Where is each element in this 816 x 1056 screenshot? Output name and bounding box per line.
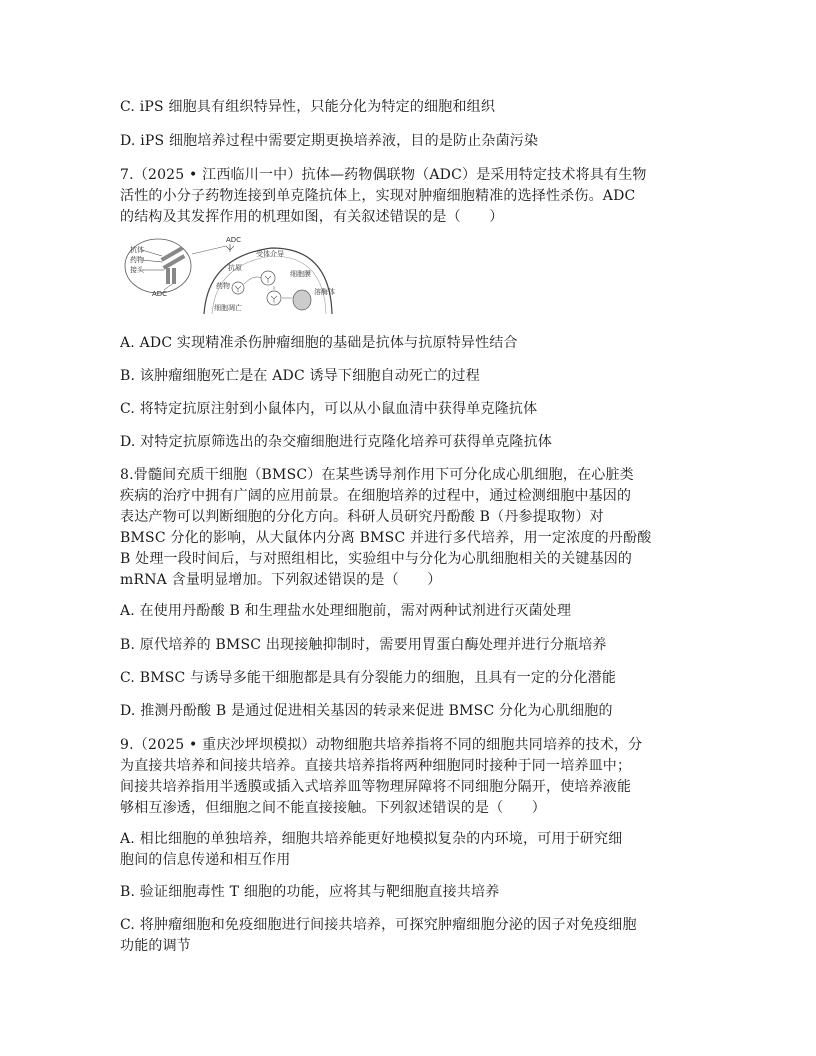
q8-stem-line-4: BMSC 分化的影响，从大鼠体内分离 BMSC 并进行多代培养，用一定浓度的丹酚酸 bbox=[120, 530, 652, 546]
diagram-label-receptor: 受体介导 bbox=[256, 250, 284, 258]
diagram-label-apoptosis: 细胞凋亡 bbox=[214, 304, 242, 312]
adc-mechanism-diagram bbox=[122, 234, 336, 316]
q7-stem-line-2: 活性的小分子药物连接到单克隆抗体上，实现对肿瘤细胞精准的选择性杀伤。ADC bbox=[120, 188, 636, 204]
q9-stem-line-4: 够相互渗透，但细胞之间不能直接接触。下列叙述错误的是（ ） bbox=[120, 800, 546, 816]
q8-option-b: B. 原代培养的 BMSC 出现接触抑制时，需要用胃蛋白酶处理并进行分瓶培养 bbox=[120, 637, 607, 653]
q9-option-a-line-2: 胞间的信息传递和相互作用 bbox=[120, 852, 291, 868]
q8-stem-line-3: 表达产物可以判断细胞的分化方向。科研人员研究丹酚酸 B（丹参提取物）对 bbox=[120, 509, 604, 525]
q8-stem-line-6: mRNA 含量明显增加。下列叙述错误的是（ ） bbox=[120, 572, 442, 588]
q7-option-b: B. 该肿瘤细胞死亡是在 ADC 诱导下细胞自动死亡的过程 bbox=[120, 368, 480, 384]
diagram-label-linker: 接头 bbox=[130, 266, 144, 274]
q9-option-a-line-1: A. 相比细胞的单独培养，细胞共培养能更好地模拟复杂的内环境，可用于研究细 bbox=[120, 831, 623, 847]
q8-stem-line-5: B 处理一段时间后，与对照组相比，实验组中与分化为心肌细胞相关的关键基因的 bbox=[120, 551, 633, 567]
q9-stem-line-2: 为直接共培养和间接共培养。直接共培养指将两种细胞同时接种于同一培养皿中； bbox=[120, 758, 632, 774]
diagram-label-antibody: 抗体 bbox=[130, 246, 144, 254]
q7-stem-line-1: 7.（2025 • 江西临川一中）抗体—药物偶联物（ADC）是采用特定技术将具有生物 bbox=[120, 167, 647, 183]
q8-stem-line-1: 8.骨髓间充质干细胞（BMSC）在某些诱导剂作用下可分化成心肌细胞，在心脏类 bbox=[120, 467, 634, 483]
diagram-label-adc-top: ADC bbox=[226, 236, 242, 244]
diagram-label-adc-left: ADC bbox=[152, 290, 168, 298]
q9-option-c-line-1: C. 将肿瘤细胞和免疫细胞进行间接共培养，可探究肿瘤细胞分泌的因子对免疫细胞 bbox=[120, 917, 637, 933]
q9-option-c-line-2: 功能的调节 bbox=[120, 938, 191, 954]
q9-stem-line-1: 9.（2025 • 重庆沙坪坝模拟）动物细胞共培养指将不同的细胞共同培养的技术，分 bbox=[120, 737, 643, 753]
q8-option-c: C. BMSC 与诱导多能干细胞都是具有分裂能力的细胞，且具有一定的分化潜能 bbox=[120, 670, 617, 686]
diagram-label-membrane: 细胞膜 bbox=[290, 270, 311, 278]
diagram-label-antigen: 抗原 bbox=[228, 264, 242, 272]
q6-option-c: C. iPS 细胞具有组织特异性，只能分化为特定的细胞和组织 bbox=[120, 99, 496, 115]
q9-stem-line-3: 间接共培养指用半透膜或插入式培养皿等物理屏障将不同细胞分隔开，使培养液能 bbox=[120, 779, 632, 795]
q6-option-d: D. iPS 细胞培养过程中需要定期更换培养液，目的是防止杂菌污染 bbox=[120, 133, 539, 149]
q7-option-a: A. ADC 实现精准杀伤肿瘤细胞的基础是抗体与抗原特异性结合 bbox=[120, 335, 518, 351]
q8-stem-line-2: 疾病的治疗中拥有广阔的应用前景。在细胞培养的过程中，通过检测细胞中基因的 bbox=[120, 488, 632, 504]
q7-option-c: C. 将特定抗原注射到小鼠体内，可以从小鼠血清中获得单克隆抗体 bbox=[120, 401, 538, 417]
diagram-label-drug: 药物 bbox=[130, 256, 144, 264]
q8-option-a: A. 在使用丹酚酸 B 和生理盐水处理细胞前，需对两种试剂进行灭菌处理 bbox=[120, 603, 572, 619]
q7-stem-line-3: 的结构及其发挥作用的机理如图，有关叙述错误的是（ ） bbox=[120, 209, 504, 225]
diagram-label-drug-inner: 药物 bbox=[216, 282, 230, 290]
q8-option-d: D. 推测丹酚酸 B 是通过促进相关基因的转录来促进 BMSC 分化为心肌细胞的 bbox=[120, 703, 613, 719]
q7-option-d: D. 对特定抗原筛选出的杂交瘤细胞进行克隆化培养可获得单克隆抗体 bbox=[120, 434, 553, 450]
q9-option-b: B. 验证细胞毒性 T 细胞的功能，应将其与靶细胞直接共培养 bbox=[120, 884, 500, 900]
diagram-label-lysosome: 溶酶体 bbox=[314, 288, 335, 296]
